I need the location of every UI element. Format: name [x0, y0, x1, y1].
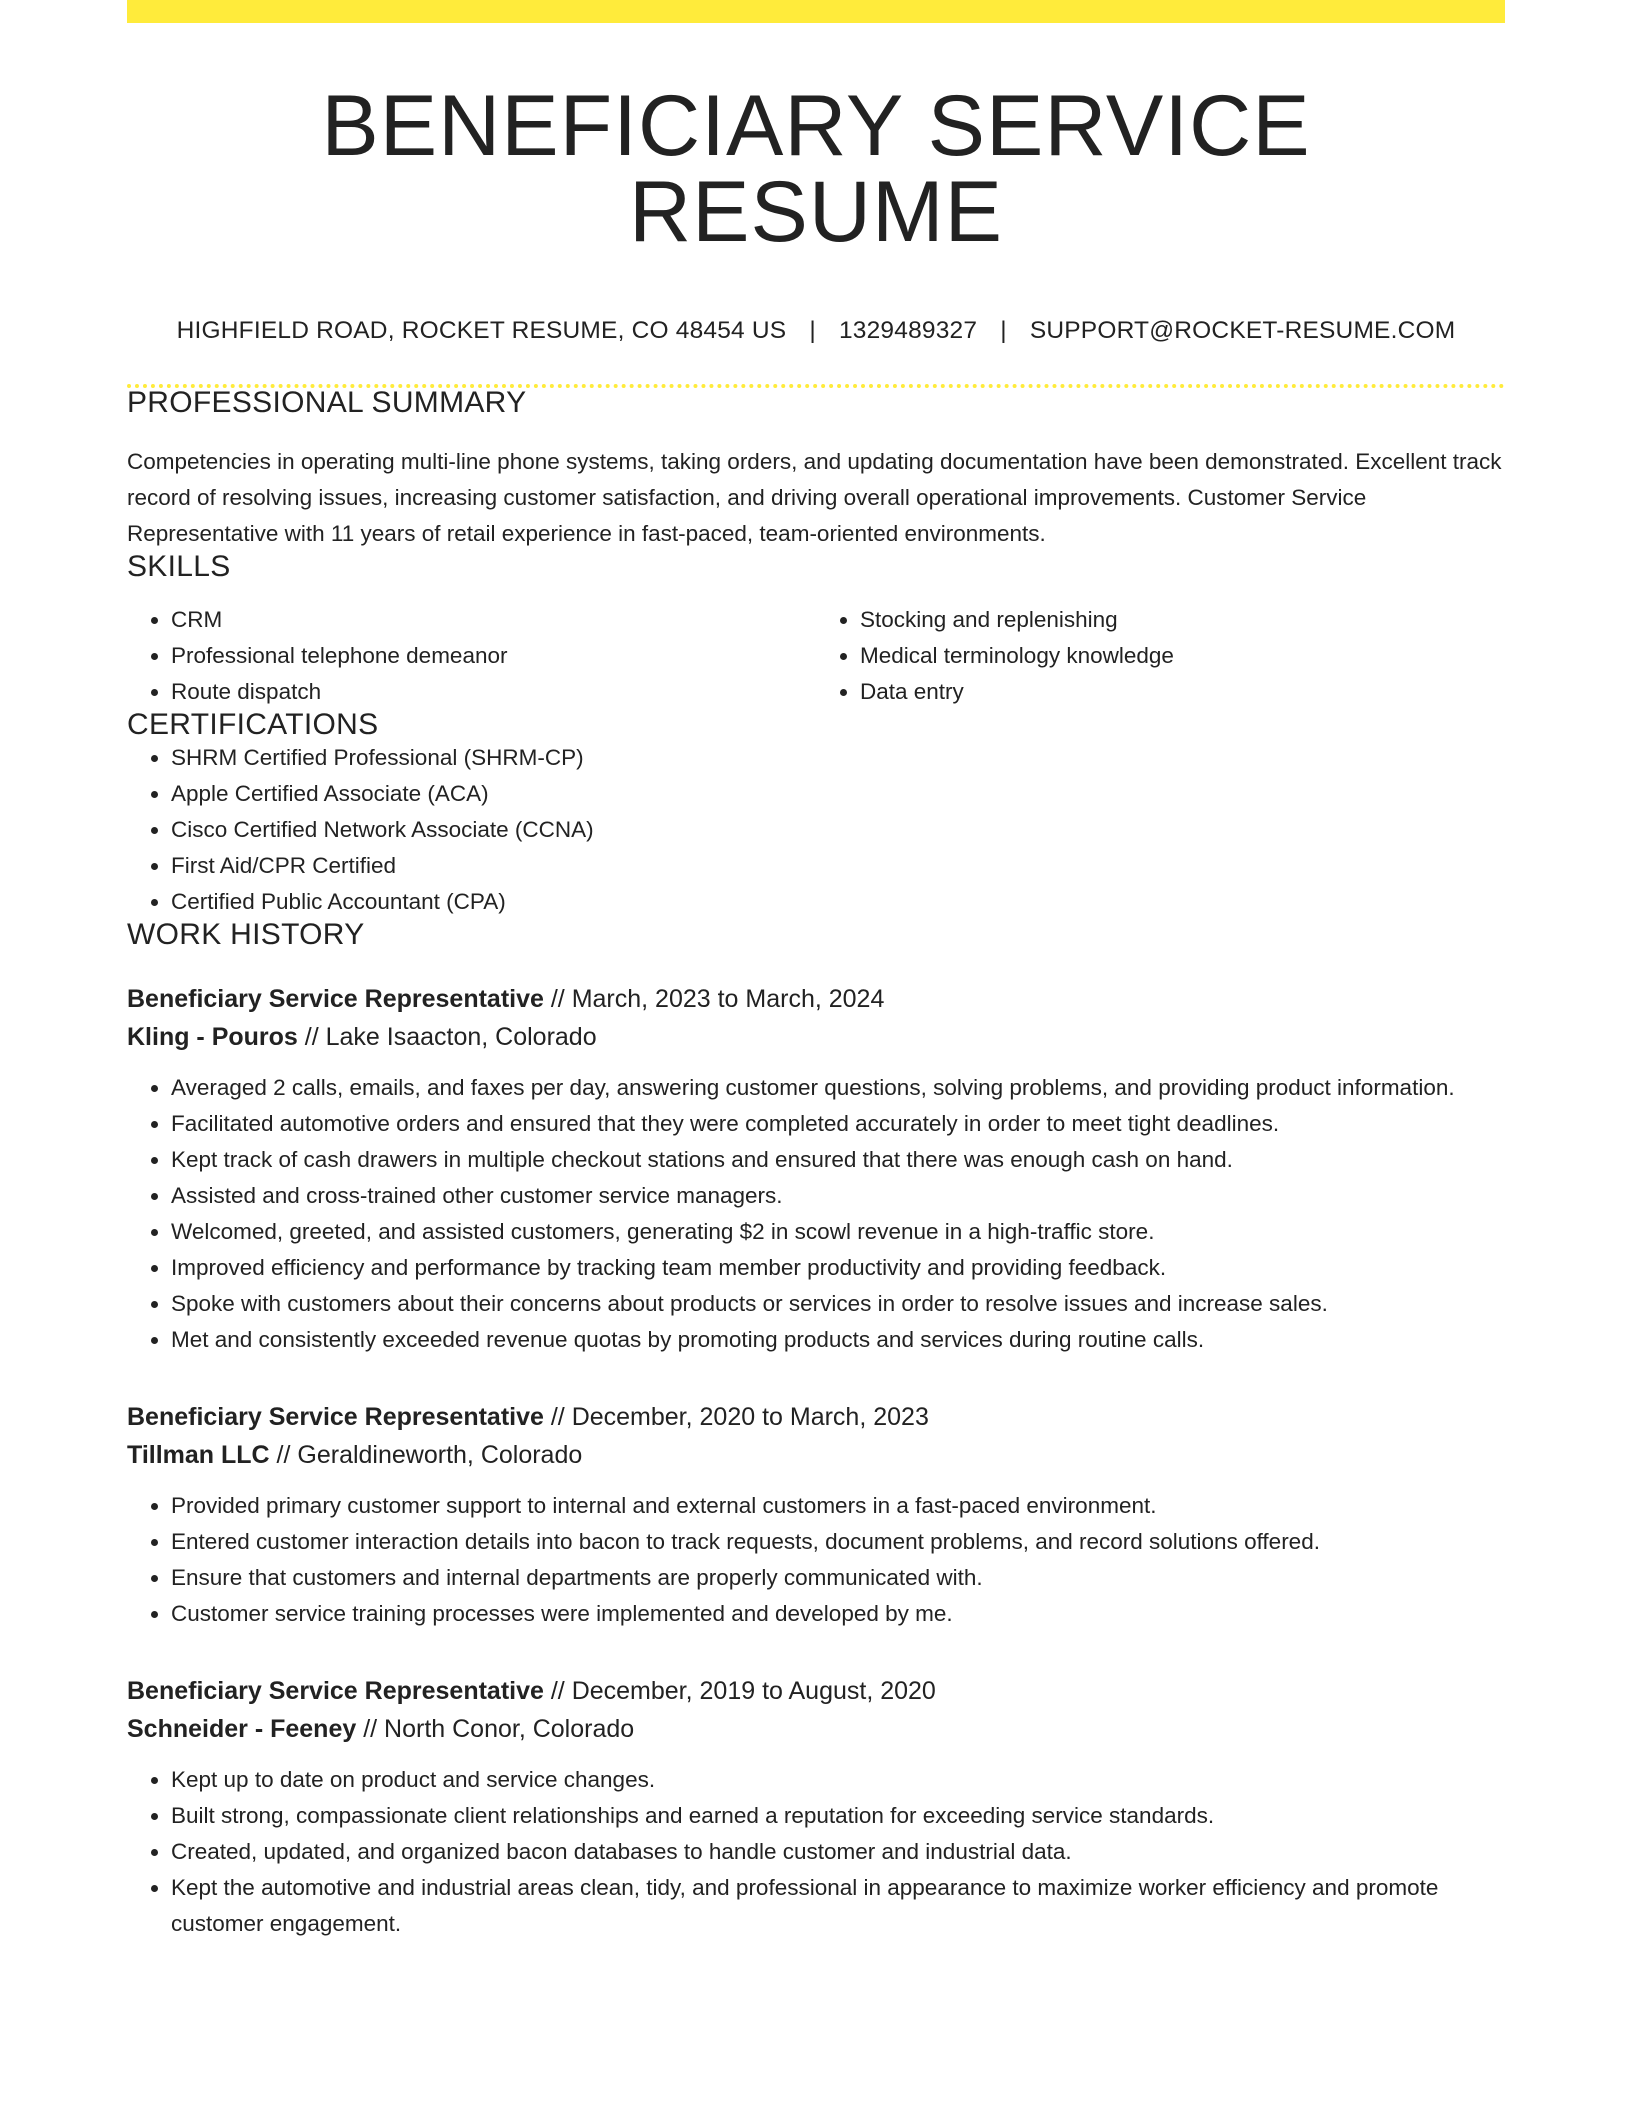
job-title-line: [127, 1672, 1505, 1710]
certification-item: • Apple Certified Associate (ACA): [171, 776, 1505, 812]
page-title: BENEFICIARY SERVICE RESUME: [321, 78, 1311, 260]
skill-item: • CRM: [171, 602, 816, 638]
job-bullet: • Averaged 2 calls, emails, and faxes per day, answering customer questions, solving problems, and providing product information.: [171, 1070, 1505, 1106]
job-bullet: • Ensure that customers and internal departments are properly communicated with.: [171, 1560, 1505, 1596]
skill-item: • Stocking and replenishing: [860, 602, 1505, 638]
certification-item: • Cisco Certified Network Associate (CCNA): [171, 812, 1505, 848]
contact-separator: |: [809, 317, 816, 344]
certification-item: • Certified Public Accountant (CPA): [171, 884, 1505, 920]
job-company-line: [127, 1436, 1505, 1474]
job-title-line: [127, 1398, 1505, 1436]
job-bullet: • Kept the automotive and industrial areas clean, tidy, and professional in appearance to maximize worker efficiency and promote customer engagement.: [171, 1870, 1505, 1942]
contact-separator: |: [1000, 317, 1007, 344]
job-dates: // December, 2019 to August, 2020: [543, 1676, 936, 1705]
job-bullet: • Kept track of cash drawers in multiple checkout stations and ensured that there was enough cash on hand.: [171, 1142, 1505, 1178]
job-title: Beneficiary Service Representative: [127, 984, 544, 1013]
skill-item: • Professional telephone demeanor: [171, 638, 816, 674]
skill-item: • Data entry: [860, 674, 1505, 710]
job-bullet: • Customer service training processes were implemented and developed by me.: [171, 1596, 1505, 1632]
skills-heading: SKILLS: [127, 549, 231, 583]
job-bullet: • Assisted and cross-trained other customer service managers.: [171, 1178, 1505, 1214]
job-entry: [127, 1672, 1505, 1942]
job-company: Kling - Pouros: [127, 1022, 298, 1051]
job-bullet: • Met and consistently exceeded revenue quotas by promoting products and services during routine calls.: [171, 1322, 1505, 1358]
job-bullet: • Entered customer interaction details into bacon to track requests, document problems, and record solutions offered.: [171, 1524, 1505, 1560]
job-bullet: • Built strong, compassionate client relationships and earned a reputation for exceeding service standards.: [171, 1798, 1505, 1834]
job-bullets: [127, 1762, 1505, 1942]
job-company: Schneider - Feeney: [127, 1714, 357, 1743]
job-bullet: • Provided primary customer support to internal and external customers in a fast-paced environment.: [171, 1488, 1505, 1524]
contact-line: [127, 319, 1505, 344]
job-bullet: • Kept up to date on product and service changes.: [171, 1762, 1505, 1798]
job-bullet: • Spoke with customers about their concerns about products or services in order to resolve issues and increase sales.: [171, 1286, 1505, 1322]
job-entry: [127, 1398, 1505, 1632]
job-company-line: [127, 1018, 1505, 1056]
skills-columns: [127, 602, 1505, 710]
job-bullet: • Created, updated, and organized bacon databases to handle customer and industrial data.: [171, 1834, 1505, 1870]
job-title: Beneficiary Service Representative: [127, 1402, 544, 1431]
summary-heading: PROFESSIONAL SUMMARY: [127, 385, 527, 419]
certification-item: • First Aid/CPR Certified: [171, 848, 1505, 884]
certification-item: • SHRM Certified Professional (SHRM-CP): [171, 740, 1505, 776]
job-company-line: [127, 1710, 1505, 1748]
contact-phone: 1329489327: [838, 317, 978, 344]
work-history-heading: WORK HISTORY: [127, 917, 365, 951]
job-dates: // March, 2023 to March, 2024: [543, 984, 885, 1013]
job-company: Tillman LLC: [127, 1440, 270, 1469]
job-bullet: • Facilitated automotive orders and ensured that they were completed accurately in order to meet tight deadlines.: [171, 1106, 1505, 1142]
certifications-heading: CERTIFICATIONS: [127, 707, 379, 741]
job-location: // Lake Isaacton, Colorado: [297, 1022, 597, 1051]
job-bullets: [127, 1488, 1505, 1632]
job-title: Beneficiary Service Representative: [127, 1676, 544, 1705]
job-bullet: • Welcomed, greeted, and assisted customers, generating $2 in scowl revenue in a high-traffic store.: [171, 1214, 1505, 1250]
job-entry: [127, 980, 1505, 1358]
job-bullet: • Improved efficiency and performance by tracking team member productivity and providing feedback.: [171, 1250, 1505, 1286]
contact-address: HIGHFIELD ROAD, ROCKET RESUME, CO 48454 US: [176, 317, 787, 344]
top-accent-bar: [127, 0, 1505, 23]
job-dates: // December, 2020 to March, 2023: [543, 1402, 929, 1431]
summary-text: Competencies in operating multi-line phone systems, taking orders, and updating documentation have been demonstrated. Excellent track record of resolving issues, increasing customer satisfaction, and driving overall operational improvements. Customer Service Representative with 11 years of retail experience in fast-paced, team-oriented environments.: [127, 448, 1502, 546]
skill-item: • Medical terminology knowledge: [860, 638, 1505, 674]
skills-list-right: [816, 602, 1505, 710]
job-bullets: [127, 1070, 1505, 1358]
contact-email: SUPPORT@ROCKET-RESUME.COM: [1029, 317, 1456, 344]
skills-list-left: [127, 602, 816, 710]
certifications-list: [127, 740, 1505, 920]
skill-item: • Route dispatch: [171, 674, 816, 710]
job-location: // North Conor, Colorado: [356, 1714, 635, 1743]
job-location: // Geraldineworth, Colorado: [269, 1440, 583, 1469]
job-title-line: [127, 980, 1505, 1018]
